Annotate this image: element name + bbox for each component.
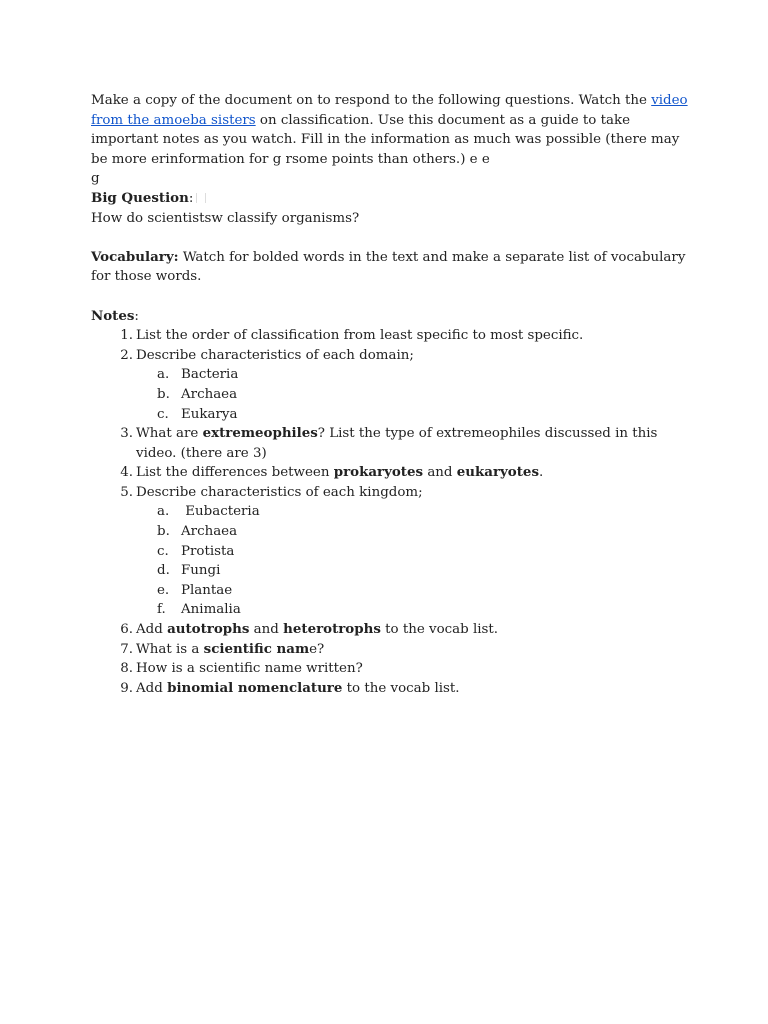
sub-item-letter: c. — [157, 543, 169, 559]
item-text: List the order of classification from least specific to most specific. — [136, 328, 584, 344]
item-text: Describe characteristics of each domain; — [136, 347, 414, 363]
item-text-post: to the vocab list. — [380, 622, 499, 638]
item-number: 2. — [120, 347, 133, 363]
list-item — [91, 483, 691, 503]
big-question-colon: : — [188, 190, 194, 206]
sub-item-text: Animalia — [181, 602, 241, 618]
kingdom-sub-item — [91, 542, 691, 562]
item-number: 8. — [120, 661, 133, 677]
list-item — [91, 326, 691, 346]
sub-item-letter: a. — [157, 504, 170, 520]
sub-item-text: Plantae — [181, 582, 233, 598]
notes-list — [91, 326, 691, 698]
big-question-text: How do scientistsw classify organisms? — [91, 210, 360, 226]
item-bold-term: eukaryotes — [456, 464, 539, 481]
item-text: How is a scientific name written? — [136, 661, 363, 677]
domain-sub-item — [91, 385, 691, 405]
item-text-pre: What is a — [136, 641, 204, 657]
sub-item-letter: b. — [157, 524, 170, 540]
item-number: 7. — [120, 641, 133, 657]
notes-heading — [91, 307, 691, 327]
item-bold-term: heterotrophs — [283, 621, 381, 638]
vocabulary-text: Watch for bolded words in the text and make a separate list of vocabulary for those words. — [91, 249, 686, 285]
item-text-mid: and — [423, 465, 457, 481]
sub-item-letter: f. — [157, 602, 166, 618]
item-text-pre: Add — [136, 622, 168, 638]
big-question-label: Big Question — [91, 189, 189, 206]
intro-paragraph — [91, 91, 691, 169]
list-item — [91, 463, 691, 483]
sub-item-text: Bacteria — [181, 367, 239, 383]
vocabulary-label: Vocabulary: — [91, 248, 179, 265]
document-body — [91, 91, 691, 698]
item-number: 4. — [120, 465, 133, 481]
item-text-pre: Add — [136, 680, 168, 696]
intro-text-2: on classification. Use this document as a guide to take important notes as you watch. Fill in the information as much was possible (there may be more erinformation for g rsome points than others.) e e — [91, 112, 680, 167]
kingdom-sub-item — [91, 522, 691, 542]
item-text-post: e? — [309, 641, 325, 657]
sub-item-text: Protista — [181, 543, 235, 559]
list-item — [91, 346, 691, 366]
list-item — [91, 640, 691, 660]
item-text-post: . — [539, 465, 544, 481]
stray-character: g — [91, 171, 100, 187]
placeholder-glyph-icon — [196, 193, 206, 203]
list-item — [91, 424, 691, 463]
item-text-pre: List the differences between — [136, 465, 334, 481]
domain-sub-item — [91, 405, 691, 425]
sub-item-text: Archaea — [181, 386, 238, 402]
item-bold-term: scientific nam — [203, 640, 310, 657]
sub-item-letter: e. — [157, 582, 170, 598]
list-item — [91, 659, 691, 679]
item-text: Describe characteristics of each kingdom; — [136, 484, 423, 500]
sub-item-text: Eukarya — [181, 406, 238, 422]
item-number: 3. — [120, 426, 133, 442]
domain-sub-item — [91, 365, 691, 385]
item-text-post: ? List the type of extremeophiles discussed in this video. (there are 3) — [136, 426, 658, 461]
amoeba-sisters-video-link[interactable]: video from the amoeba sisters — [91, 93, 688, 128]
sub-item-letter: b. — [157, 386, 170, 402]
sub-item-letter: d. — [157, 563, 170, 579]
item-number: 6. — [120, 622, 133, 638]
notes-colon: : — [134, 308, 139, 324]
vocabulary-paragraph — [91, 248, 691, 287]
kingdom-sub-item — [91, 581, 691, 601]
intro-text-1: Make a copy of the document on to respond to the following questions. Watch the — [91, 93, 652, 108]
kingdom-sub-item — [91, 561, 691, 581]
sub-item-text: Archaea — [181, 524, 238, 540]
sub-item-text: Fungi — [181, 563, 221, 579]
item-number: 1. — [120, 328, 133, 344]
item-bold-term: prokaryotes — [333, 464, 424, 481]
item-text-pre: What are — [136, 426, 203, 442]
item-text-mid: and — [249, 622, 284, 638]
sub-item-letter: c. — [157, 406, 169, 422]
notes-label: Notes — [91, 307, 135, 324]
item-bold-term: autotrophs — [167, 621, 250, 638]
kingdom-sub-item — [91, 600, 691, 620]
kingdom-sub-item — [91, 502, 691, 522]
spacer — [91, 287, 691, 307]
item-text-post: to the vocab list. — [342, 680, 460, 696]
item-bold-term: binomial nomenclature — [167, 679, 343, 696]
big-question-heading — [91, 189, 691, 209]
list-item — [91, 679, 691, 699]
item-number: 9. — [120, 680, 133, 696]
list-item — [91, 620, 691, 640]
item-bold-term: extremeophiles — [202, 425, 318, 442]
spacer — [91, 228, 691, 248]
item-number: 5. — [120, 484, 133, 500]
sub-item-letter: a. — [157, 367, 170, 383]
sub-item-text: Eubacteria — [181, 504, 260, 520]
